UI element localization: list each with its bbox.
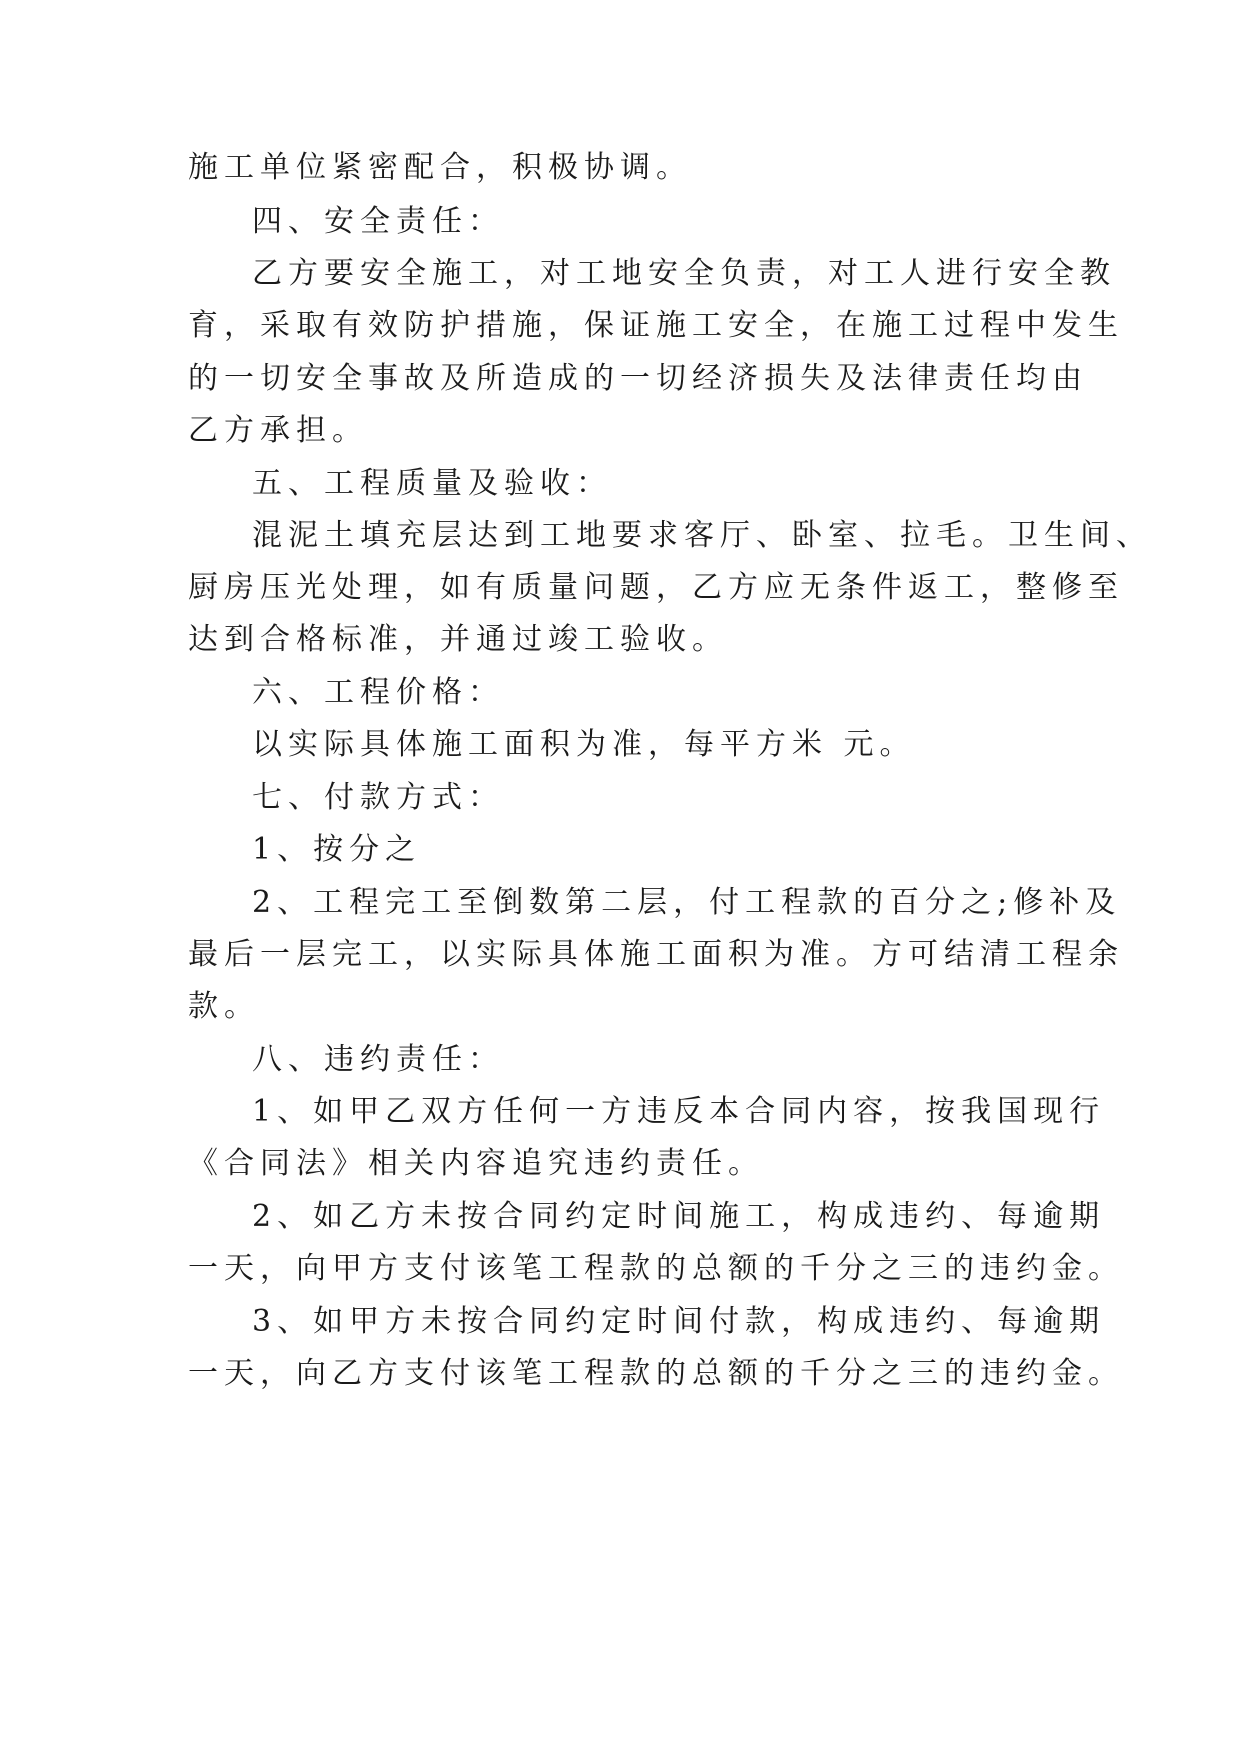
body-line: 款。	[188, 989, 260, 1024]
body-line: 施工单位紧密配合，积极协调。	[188, 150, 692, 185]
section-heading-payment: 七、付款方式：	[252, 780, 504, 815]
section-heading-quality: 五、工程质量及验收：	[252, 466, 612, 501]
body-line: 最后一层完工，以实际具体施工面积为准。方可结清工程余	[188, 937, 1124, 972]
list-item: 1、按分之	[252, 832, 422, 867]
list-item: 1、如甲乙双方任何一方违反本合同内容，按我国现行	[252, 1094, 1106, 1129]
section-heading-safety: 四、安全责任：	[252, 204, 504, 239]
body-line: 厨房压光处理，如有质量问题，乙方应无条件返工，整修至	[188, 570, 1124, 605]
body-line: 一天，向甲方支付该笔工程款的总额的千分之三的违约金。	[188, 1251, 1124, 1286]
body-line: 乙方承担。	[188, 413, 368, 448]
body-line: 育，采取有效防护措施，保证施工安全，在施工过程中发生	[188, 308, 1124, 343]
body-line: 混泥土填充层达到工地要求客厅、卧室、拉毛。卫生间、	[252, 518, 1152, 553]
body-line: 《合同法》相关内容追究违约责任。	[188, 1146, 764, 1181]
body-line: 以实际具体施工面积为准，每平方米 元。	[252, 727, 916, 762]
list-item: 2、工程完工至倒数第二层，付工程款的百分之;修补及	[252, 885, 1122, 920]
body-line: 乙方要安全施工，对工地安全负责，对工人进行安全教	[252, 256, 1116, 291]
body-line: 的一切安全事故及所造成的一切经济损失及法律责任均由	[188, 361, 1088, 396]
body-line: 达到合格标准，并通过竣工验收。	[188, 622, 728, 657]
body-line: 一天，向乙方支付该笔工程款的总额的千分之三的违约金。	[188, 1356, 1124, 1391]
list-item: 3、如甲方未按合同约定时间付款，构成违约、每逾期	[252, 1304, 1106, 1339]
list-item: 2、如乙方未按合同约定时间施工，构成违约、每逾期	[252, 1199, 1106, 1234]
section-heading-price: 六、工程价格：	[252, 675, 504, 710]
section-heading-breach: 八、违约责任：	[252, 1042, 504, 1077]
